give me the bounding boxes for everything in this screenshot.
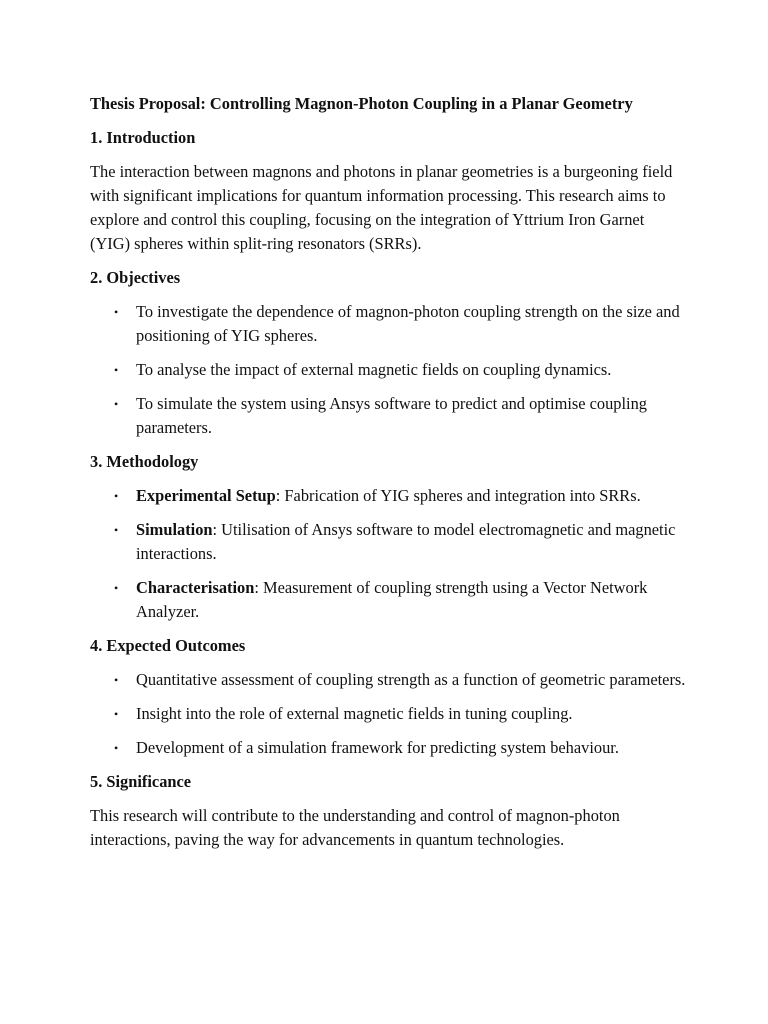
introduction-paragraph: The interaction between magnons and photons in planar geometries is a burgeoning field with significant implications for quantum information processing. This research aims to explore and control this coupling, focusing on the integration of Yttrium Iron Garnet (YIG) spheres within split-ring resonators (SRRs). xyxy=(90,162,673,253)
introduction-heading: 1. Introduction xyxy=(90,128,196,147)
outcome-item: • Development of a simulation framework for predicting system behaviour. xyxy=(136,736,688,760)
objectives-heading: 2. Objectives xyxy=(90,268,181,287)
significance-paragraph: This research will contribute to the understanding and control of magnon-photon interactions, paving the way for advancements in quantum technologies. xyxy=(90,806,620,849)
document-title: Thesis Proposal: Controlling Magnon-Photon Coupling in a Planar Geometry xyxy=(90,94,633,113)
outcomes-list xyxy=(90,668,688,760)
methodology-text: : Utilisation of Ansys software to model electromagnetic and magnetic interactions. xyxy=(136,520,676,563)
methodology-heading: 3. Methodology xyxy=(90,452,199,471)
methodology-list xyxy=(90,484,688,624)
methodology-term: Simulation xyxy=(136,520,213,539)
methodology-item xyxy=(136,518,688,566)
methodology-term: Characterisation xyxy=(136,578,255,597)
objective-item: • To analyse the impact of external magnetic fields on coupling dynamics. xyxy=(136,358,688,382)
methodology-text: : Measurement of coupling strength using a Vector Network Analyzer. xyxy=(136,578,648,621)
outcome-item: • Quantitative assessment of coupling strength as a function of geometric parameters. xyxy=(136,668,688,692)
methodology-item xyxy=(136,484,688,508)
methodology-item xyxy=(136,576,688,624)
methodology-term: Experimental Setup xyxy=(136,486,276,505)
objective-item: • To investigate the dependence of magnon-photon coupling strength on the size and positioning of YIG spheres. xyxy=(136,300,688,348)
methodology-text: : Fabrication of YIG spheres and integration into SRRs. xyxy=(275,486,641,505)
outcomes-heading: 4. Expected Outcomes xyxy=(90,636,246,655)
outcome-item: • Insight into the role of external magnetic fields in tuning coupling. xyxy=(136,702,688,726)
objectives-list xyxy=(90,300,688,440)
objective-item: • To simulate the system using Ansys software to predict and optimise coupling parameters. xyxy=(136,392,688,440)
significance-heading: 5. Significance xyxy=(90,772,192,791)
